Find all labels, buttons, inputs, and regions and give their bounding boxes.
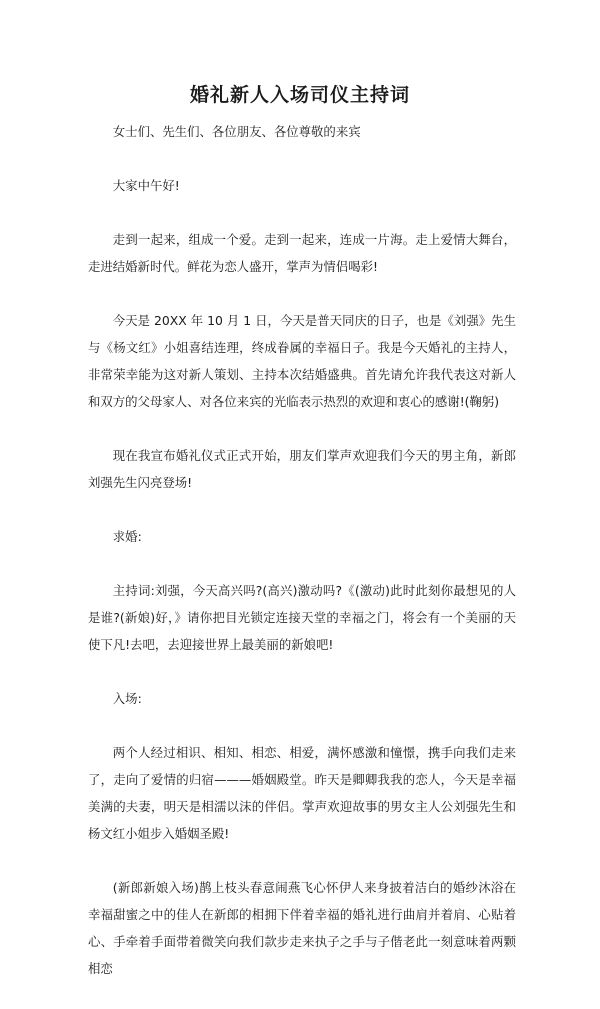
paragraph-good-noon: 大家中午好! <box>112 178 180 193</box>
paragraph-couple-entrance: (新郎新娘入场)鹊上枝头春意闹燕飞心怀伊人来身披着洁白的婚纱沐浴在幸福甜蜜之中的佳人在新郎的相拥下伴着幸福的婚礼进行曲肩并着肩、心贴着心、手牵着手面带着微笑向我们款步走来执子之手与子偕老此一刻意味着两颗相恋 <box>88 880 516 976</box>
section-heading-proposal: 求婚: <box>112 529 142 544</box>
paragraph-ceremony-start: 现在我宣布婚礼仪式正式开始，朋友们掌声欢迎我们今天的男主角，新郎刘强先生闪亮登场! <box>88 448 516 490</box>
paragraph-entrance-speech: 两个人经过相识、相知、相恋、相爱，满怀感激和憧憬，携手向我们走来了，走向了爱情的归宿———婚姻殿堂。昨天是卿卿我我的恋人，今天是幸福美满的夫妻，明天是相濡以沫的伴侣。掌声欢迎故事的男女主人公刘强先生和杨文红小姐步入婚姻圣殿! <box>88 745 516 841</box>
paragraph-greeting-guests: 女士们、先生们、各位朋友、各位尊敬的来宾 <box>112 124 361 139</box>
paragraph-proposal-dialogue: 主持词:刘强，今天高兴吗?(高兴)激动吗?《(激动)此时此刻你最想见的人是谁?(新娘)好，》请你把目光锁定连接天堂的幸福之门，将会有一个美丽的天使下凡!去吧，去迎接世界上最美丽的新娘吧! <box>88 583 516 652</box>
paragraph-introduction: 今天是 20XX 年 10 月 1 日，今天是普天同庆的日子，也是《刘强》先生与《杨文红》小姐喜结连理，终成眷属的幸福日子。我是今天婚礼的主持人，非常荣幸能为这对新人策划、主持本次结婚盛典。首先请允许我代表这对新人和双方的父母家人、对各位来宾的光临表示热烈的欢迎和衷心的感谢!(鞠躬) <box>88 313 516 409</box>
paragraph-opening-verse: 走到一起来，组成一个爱。走到一起来，连成一片海。走上爱情大舞台，走进结婚新时代。鲜花为恋人盛开，掌声为情侣喝彩! <box>88 232 516 274</box>
document-body <box>88 118 516 1009</box>
document-title: 婚礼新人入场司仪主持词 <box>189 84 410 106</box>
section-heading-entrance: 入场: <box>112 691 142 706</box>
